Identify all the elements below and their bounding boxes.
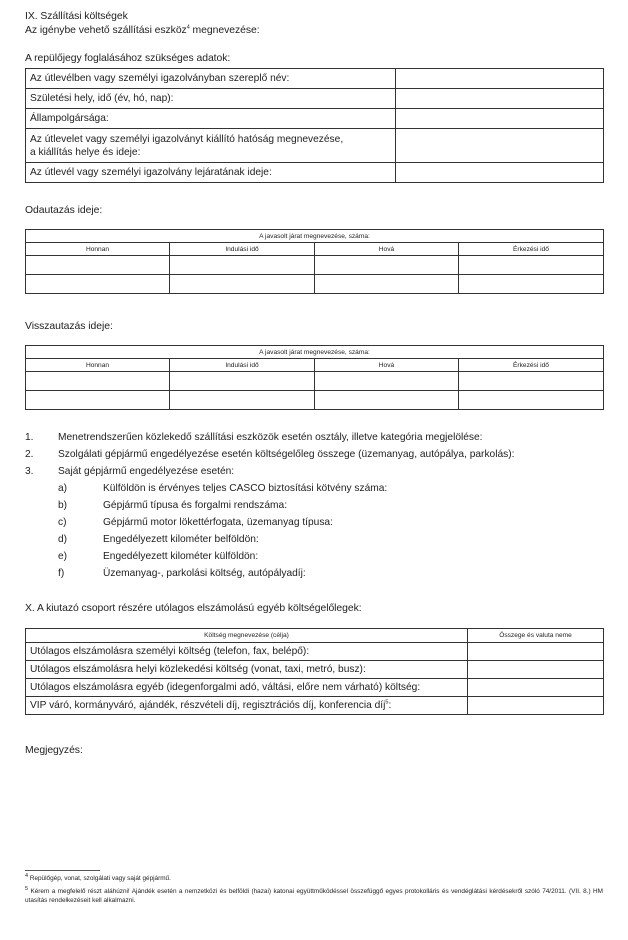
issuer-field[interactable] [396,129,604,163]
sub-list-letter: c) [58,517,67,528]
issuer-label-line2: a kiállítás helye és ideje: [30,146,141,158]
cost-row-label: Utólagos elszámolásra helyi közlekedési költség (vonat, taxi, metró, busz): [26,661,468,679]
sub-list-item: Gépjármű motor lökettérfogata, üzemanyag típusa: [103,517,333,528]
section-ix-title: IX. Szállítási költségek [25,11,128,22]
sub-list-letter: e) [58,551,68,562]
list-number: 1. [25,432,34,443]
transport-subtitle-end: megnevezése: [189,25,260,36]
footnote-ref-4: 4 [186,24,190,31]
cost-row-label-end: : [388,700,392,711]
to-cell[interactable] [315,372,459,391]
passenger-name-field[interactable] [396,69,604,89]
column-header: Hová [315,359,459,372]
amount-field[interactable] [468,661,604,679]
footnote-5-number: 5 [25,885,29,892]
table-row [26,359,604,372]
footnote-4 [25,874,603,883]
sub-list-item: Külföldön is érvényes teljes CASCO biztosítási kötvény száma: [103,483,388,494]
sub-list-letter: f) [58,568,65,579]
cost-row-label: Utólagos elszámolásra személyi költség (telefon, fax, belépő): [26,643,468,661]
table-row [26,697,604,715]
footnote-4-number: 4 [25,872,29,879]
footnote-5-text: Kérem a megfelelő részt aláhúzni! Ajándék esetén a nemzetközi és belföldi (hazai) katonai együttműködéssel összefüggő egyes protokolláris és vendéglátási kérdésekről szóló 74/2011. (VII. 8.) HM utasítás rendelkezéseit kell alkalmazni. [25,888,603,904]
footnote-ref-5: 5 [385,699,389,706]
arrival-cell[interactable] [459,372,604,391]
cost-row-label-text: VIP váró, kormányváró, ajándék, részvételi díj, regisztrációs díj, konferencia díj [30,700,386,711]
table-row [26,275,604,294]
table-row [26,629,604,643]
passenger-data-table [25,68,604,183]
list-number: 3. [25,466,34,477]
table-row [26,109,604,129]
departure-cell[interactable] [170,275,315,294]
citizenship-field[interactable] [396,109,604,129]
table-row [26,391,604,410]
sub-list-item: Engedélyezett kilométer külföldön: [103,551,259,562]
footnote-divider [25,870,100,871]
column-header: Érkezési idő [459,243,604,256]
transport-subtitle [25,24,260,38]
table-row [26,89,604,109]
departure-cell[interactable] [170,256,315,275]
flight-header: A javasolt járat megnevezése, száma: [26,230,604,243]
table-row [26,372,604,391]
arrival-cell[interactable] [459,275,604,294]
cost-row-label [26,697,468,715]
sub-list-item: Gépjármű típusa és forgalmi rendszáma: [103,500,288,511]
amount-field[interactable] [468,679,604,697]
column-header: Érkezési idő [459,359,604,372]
return-label: Visszautazás ideje: [25,321,113,332]
column-header-amount: Összege és valuta neme [468,629,604,643]
table-row [26,230,604,243]
sub-list-letter: b) [58,500,68,511]
column-header: Hová [315,243,459,256]
passenger-row-label: Az útlevélben vagy személyi igazolványban szereplő név: [26,69,396,89]
outbound-label: Odautazás ideje: [25,205,103,216]
arrival-cell[interactable] [459,256,604,275]
table-row [26,643,604,661]
list-number: 2. [25,449,34,460]
sub-list-letter: a) [58,483,68,494]
list-item: Szolgálati gépjármű engedélyezése esetén költségelőleg összege (üzemanyag, autópálya, parkolás): [58,449,515,460]
issuer-label-line1: Az útlevelet vagy személyi igazolványt kiállító hatóság megnevezése, [30,133,344,145]
cost-advance-table [25,628,604,715]
to-cell[interactable] [315,391,459,410]
to-cell[interactable] [315,275,459,294]
footnote-4-text: Repülőgép, vonat, szolgálati vagy saját gépjármű. [28,875,171,882]
table-row [26,129,604,163]
arrival-cell[interactable] [459,391,604,410]
footnote-5 [25,887,603,905]
return-flight-table [25,345,604,410]
column-header-cost-name: Költség megnevezése (célja) [26,629,468,643]
passenger-row-label: Születési hely, idő (év, hó, nap): [26,89,396,109]
column-header: Honnan [26,359,170,372]
table-row [26,661,604,679]
passenger-row-label: Az útlevél vagy személyi igazolvány lejáratának ideje: [26,163,396,183]
sub-list-item: Engedélyezett kilométer belföldön: [103,534,259,545]
table-row [26,163,604,183]
transport-subtitle-text: Az igénybe vehető szállítási eszköz [25,25,187,36]
table-row [26,256,604,275]
booking-heading: A repülőjegy foglalásához szükséges adatok: [25,53,231,64]
from-cell[interactable] [26,372,170,391]
from-cell[interactable] [26,391,170,410]
birth-data-field[interactable] [396,89,604,109]
table-row [26,243,604,256]
section-x-title: X. A kiutazó csoport részére utólagos elszámolású egyéb költségelőlegek: [25,603,362,614]
flight-header: A javasolt járat megnevezése, száma: [26,346,604,359]
passenger-row-label: Állampolgársága: [26,109,396,129]
cost-row-label: Utólagos elszámolásra egyéb (idegenforgalmi adó, váltási, előre nem várható) költség: [26,679,468,697]
passenger-row-label [26,129,396,163]
column-header: Indulási idő [170,243,315,256]
departure-cell[interactable] [170,372,315,391]
expiry-field[interactable] [396,163,604,183]
to-cell[interactable] [315,256,459,275]
table-row [26,346,604,359]
table-row [26,69,604,89]
from-cell[interactable] [26,256,170,275]
column-header: Indulási idő [170,359,315,372]
column-header: Honnan [26,243,170,256]
sub-list-letter: d) [58,534,68,545]
remarks-label: Megjegyzés: [25,745,83,756]
outbound-flight-table [25,229,604,294]
amount-field[interactable] [468,697,604,715]
amount-field[interactable] [468,643,604,661]
table-row [26,679,604,697]
departure-cell[interactable] [170,391,315,410]
list-item: Saját gépjármű engedélyezése esetén: [58,466,235,477]
sub-list-item: Üzemanyag-, parkolási költség, autópályadíj: [103,568,306,579]
from-cell[interactable] [26,275,170,294]
list-item: Menetrendszerűen közlekedő szállítási eszközök esetén osztály, illetve kategória megjelölése: [58,432,483,443]
